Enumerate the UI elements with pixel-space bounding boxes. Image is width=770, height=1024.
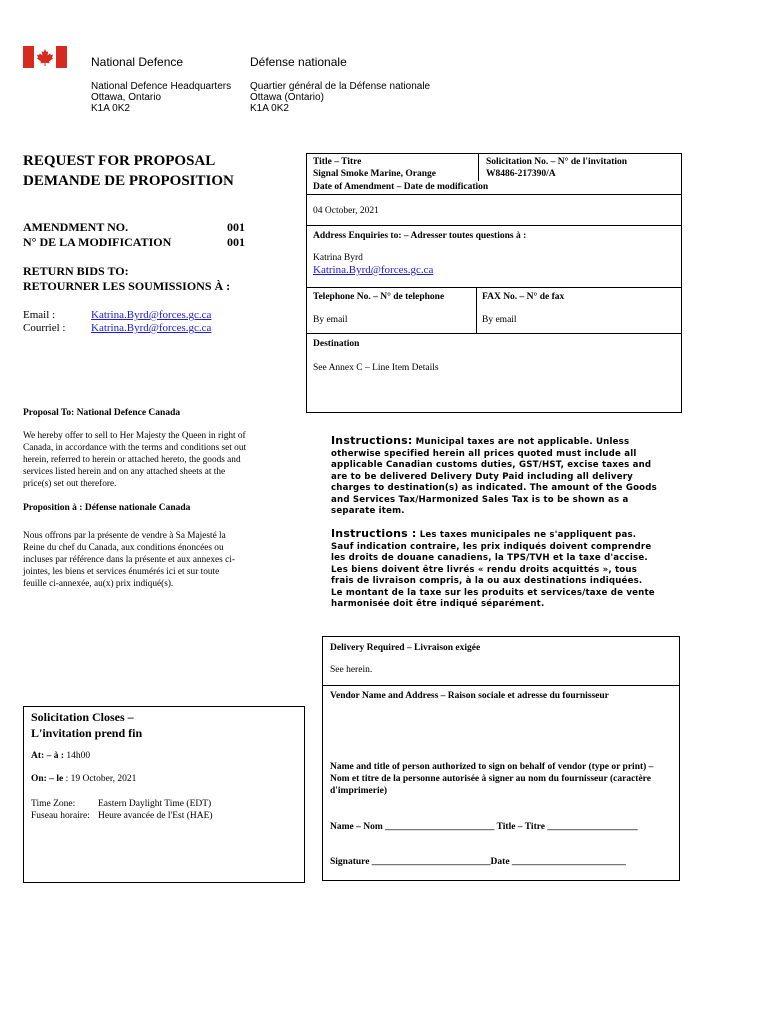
address-en-line: National Defence Headquarters: [91, 81, 232, 92]
courriel-label: Courriel :: [23, 322, 66, 334]
address-fr: [250, 81, 430, 114]
solicitation-closes-title-en: Solicitation Closes –: [31, 710, 134, 724]
title-field[interactable]: ___________________: [547, 822, 638, 832]
rfp-title-en: REQUEST FOR PROPOSAL: [23, 153, 216, 169]
rfp-title: [23, 151, 234, 191]
email-labels: [23, 309, 65, 335]
vendor-label[interactable]: Vendor Name and Address – Raison sociale et adresse du fournisseur: [330, 691, 609, 701]
email-links: [91, 309, 211, 335]
amendment-date-label: Date of Amendment – Date de modification: [313, 182, 489, 192]
return-bids-fr: RETOURNER LES SOUMISSIONS À :: [23, 279, 231, 293]
instructions-en: [331, 435, 657, 518]
solicitation-closes-title-fr: L'invitation prend fin: [31, 726, 143, 740]
closing-time: [31, 750, 90, 762]
title-value: Signal Smoke Marine, Orange: [313, 169, 436, 179]
time-zone-labels: [31, 798, 90, 822]
closing-date-value: : 19 October, 2021: [63, 774, 137, 784]
instructions-fr-body: Les taxes municipales ne s'appliquent pas. Sauf indication contraire, les prix indiqués doivent comprendre les droits de douane canadiens, la TPS/TVH et la taxe d'accise. Les biens doivent être livrés « rendu droits acquittés », tous frais de livraison compris, à la ou aux destinations indiquées. Le montant de la taxe sur les produits et services/taxe de vente harmonisée doit être indiqué séparément.: [331, 530, 655, 609]
address-en-line: K1A 0K2: [91, 103, 130, 114]
date-field[interactable]: ________________________: [511, 857, 626, 867]
closing-time-label: At: – à :: [31, 751, 64, 761]
time-zone-values: [98, 798, 213, 822]
amendment-number-1: 001: [227, 220, 245, 234]
vendor-box: [322, 636, 680, 881]
delivery-label: Delivery Required – Livraison exigée: [330, 643, 481, 653]
dept-name-en: National Defence: [91, 55, 184, 69]
offer-text-en: We hereby offer to sell to Her Majesty the Queen in right of Canada, in accordance with the terms and conditions set out herein, referred to herein or attached hereto, the goods and services listed herein and on any attached sheets at the price(s) set out therefore.: [23, 431, 247, 489]
telephone-label: Telephone No. – N° de telephone: [313, 292, 445, 302]
canada-flag-logo: [23, 46, 67, 68]
name-title-row: [330, 821, 638, 833]
email-label: Email :: [23, 309, 56, 321]
offer-text-fr: Nous offrons par la présente de vendre à Sa Majesté la Reine du chef du Canada, aux conditions énoncées ou incluses par référence dans la présente et aux annexes ci-jointes, les biens et services énumérés ici et sur toute feuille ci-annexée, au(x) prix indiqué(s).: [23, 531, 235, 589]
proposal-to-en: Proposal To: National Defence Canada: [23, 408, 181, 418]
amendment-number: [227, 220, 245, 250]
name-label: Name – Nom: [330, 822, 383, 832]
amendment-label-fr: N° DE LA MODIFICATION: [23, 235, 172, 249]
title-label: Title – Titre: [313, 157, 362, 167]
fax-value: By email: [482, 315, 517, 325]
title-field-label: Title – Titre: [496, 822, 545, 832]
fax-label: FAX No. – N° de fax: [482, 292, 565, 302]
solicitation-label: Solicitation No. – N° de l'invitation: [486, 157, 628, 167]
telephone-value: By email: [313, 315, 348, 325]
courriel-link[interactable]: Katrina.Byrd@forces.gc.ca: [91, 322, 212, 334]
closing-date: [31, 773, 136, 785]
address-fr-line: K1A 0K2: [250, 103, 289, 114]
enquiries-name: Katrina Byrd: [313, 253, 363, 263]
signature-field[interactable]: _________________________: [371, 857, 491, 867]
instructions-en-heading: Instructions:: [331, 434, 413, 447]
proposal-to-fr: Proposition à : Défense nationale Canada: [23, 503, 191, 513]
rfp-title-fr: DEMANDE DE PROPOSITION: [23, 173, 234, 189]
closing-time-value: 14h00: [63, 751, 91, 761]
destination-label: Destination: [313, 339, 360, 349]
return-bids-label: [23, 264, 230, 294]
time-zone-label: Time Zone:: [31, 799, 76, 809]
delivery-value: See herein.: [330, 665, 373, 675]
signature-label: Signature: [330, 857, 370, 867]
date-label: Date: [490, 857, 510, 867]
instructions-en-body: Municipal taxes are not applicable. Unless otherwise specified herein all prices quoted must include all applicable Canadian customs duties, GST/HST, excise taxes and are to be delivered Delivery Duty Paid including all delivery charges to destination(s) as indicated. The amount of the Goods and Services Tax/Harmonized Sales Tax is to be shown as a separate item.: [331, 437, 657, 516]
address-fr-line: Quartier général de la Défense nationale: [250, 81, 431, 92]
enquiries-email-link[interactable]: Katrina.Byrd@forces.gc.ca: [313, 264, 434, 276]
time-zone-value: Eastern Daylight Time (EDT): [98, 799, 212, 809]
amendment-label-en: AMENDMENT NO.: [23, 220, 129, 234]
address-en: [91, 81, 231, 114]
instructions-fr-heading: Instructions :: [331, 527, 417, 540]
fuseau-horaire-value: Heure avancée de l'Est (HAE): [98, 811, 213, 821]
email-link[interactable]: Katrina.Byrd@forces.gc.ca: [91, 309, 212, 321]
solicitation-closes-title: [31, 709, 142, 741]
enquiries-label: Address Enquiries to: – Adresser toutes questions à :: [313, 231, 527, 241]
destination-value: See Annex C – Line Item Details: [313, 363, 439, 373]
address-en-line: Ottawa, Ontario: [91, 92, 162, 103]
authorized-person-label: Name and title of person authorized to sign on behalf of vendor (type or print) – Nom et titre de la personne autorisée à signer au nom du fournisseur (caractère d'imprimerie): [330, 762, 654, 796]
closing-date-label: On: – le: [31, 774, 64, 784]
amendment-date-value: 04 October, 2021: [313, 206, 379, 216]
address-fr-line: Ottawa (Ontario): [250, 92, 324, 103]
solicitation-value: W8486-217390/A: [486, 169, 556, 179]
return-bids-en: RETURN BIDS TO:: [23, 264, 129, 278]
dept-name-fr: Défense nationale: [250, 55, 347, 69]
instructions-fr: [331, 528, 657, 611]
name-field[interactable]: _______________________: [385, 822, 495, 832]
signature-row: [330, 856, 626, 868]
amendment-number-2: 001: [227, 235, 245, 249]
amendment-label: [23, 220, 171, 250]
fuseau-horaire-label: Fuseau horaire:: [31, 811, 90, 821]
